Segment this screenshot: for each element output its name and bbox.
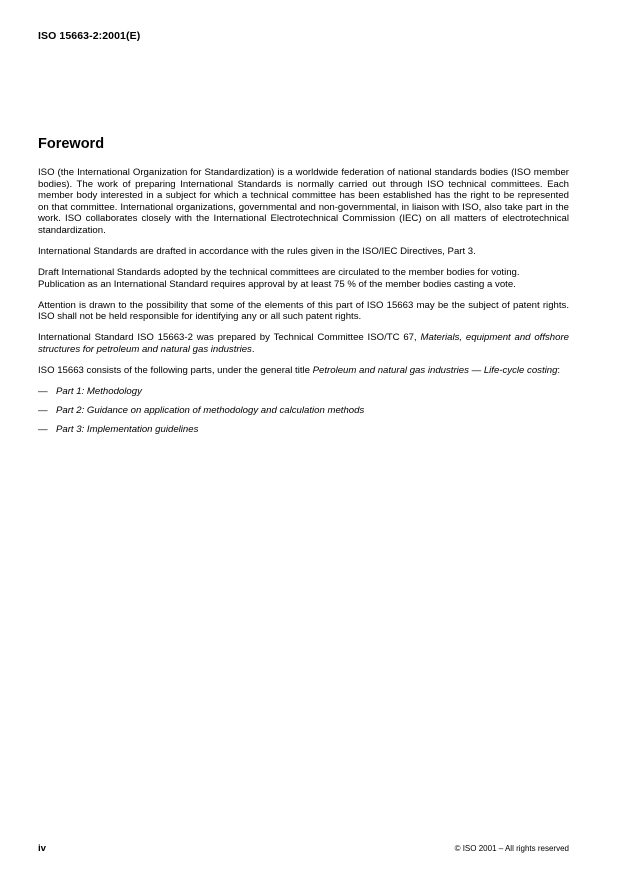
paragraph-directives: International Standards are drafted in accordance with the rules given in the ISO/IEC Directives, Part 3. xyxy=(38,245,476,257)
list-item xyxy=(38,386,569,398)
part-label: Part 3: Implementation guidelines xyxy=(56,424,199,436)
part-label: Part 2: Guidance on application of methodology and calculation methods xyxy=(56,405,365,417)
committee-text: International Standard ISO 15663-2 was prepared by Technical Committee ISO/TC 67, xyxy=(38,332,421,344)
foreword-body xyxy=(38,167,569,444)
list-item xyxy=(38,405,569,417)
paragraph-committee xyxy=(38,332,569,355)
list-dash: — xyxy=(38,385,48,397)
paragraph-voting: Draft International Standards adopted by the technical committees are circulated to the member bodies for voting. Publication as an International Standard requires approval by at least 75 % of the member bodies casting a vote. xyxy=(38,266,520,290)
document-code: ISO 15663-2:2001(E) xyxy=(38,30,141,42)
paragraph-iso-federation: ISO (the International Organization for Standardization) is a worldwide federation of national standards bodies (ISO member bodies). The work of preparing International Standards is normally carried out through ISO technical committees. Each member body interested in a subject for which a technical committee has been established has the right to be represented on that committee. International organizations, governmental and non-governmental, in liaison with ISO, also take part in the work. ISO collaborates closely with the International Electrotechnical Commission (IEC) on all matters of electrotechnical standardization. xyxy=(38,167,569,236)
paragraph-parts-intro xyxy=(38,365,569,377)
parts-intro-text: ISO 15663 consists of the following parts, under the general title xyxy=(38,364,313,376)
list-dash: — xyxy=(38,424,48,436)
parts-intro-end: : xyxy=(557,364,561,376)
part-label: Part 1: Methodology xyxy=(56,385,142,397)
committee-title: Materials, equipment and offshore structures for petroleum and natural gas industries xyxy=(38,332,569,355)
parts-general-title: Petroleum and natural gas industries — Life-cycle costing xyxy=(312,364,558,376)
list-item xyxy=(38,424,569,436)
paragraph-patent-rights: Attention is drawn to the possibility that some of the elements of this part of ISO 15663 may be the subject of patent rights. ISO shall not be held responsible for identifying any or all such patent rights. xyxy=(38,299,569,323)
copyright-notice: © ISO 2001 – All rights reserved xyxy=(454,844,569,853)
page-number: iv xyxy=(38,843,47,854)
list-dash: — xyxy=(38,405,48,417)
section-title: Foreword xyxy=(38,136,105,152)
committee-end: . xyxy=(251,343,255,355)
